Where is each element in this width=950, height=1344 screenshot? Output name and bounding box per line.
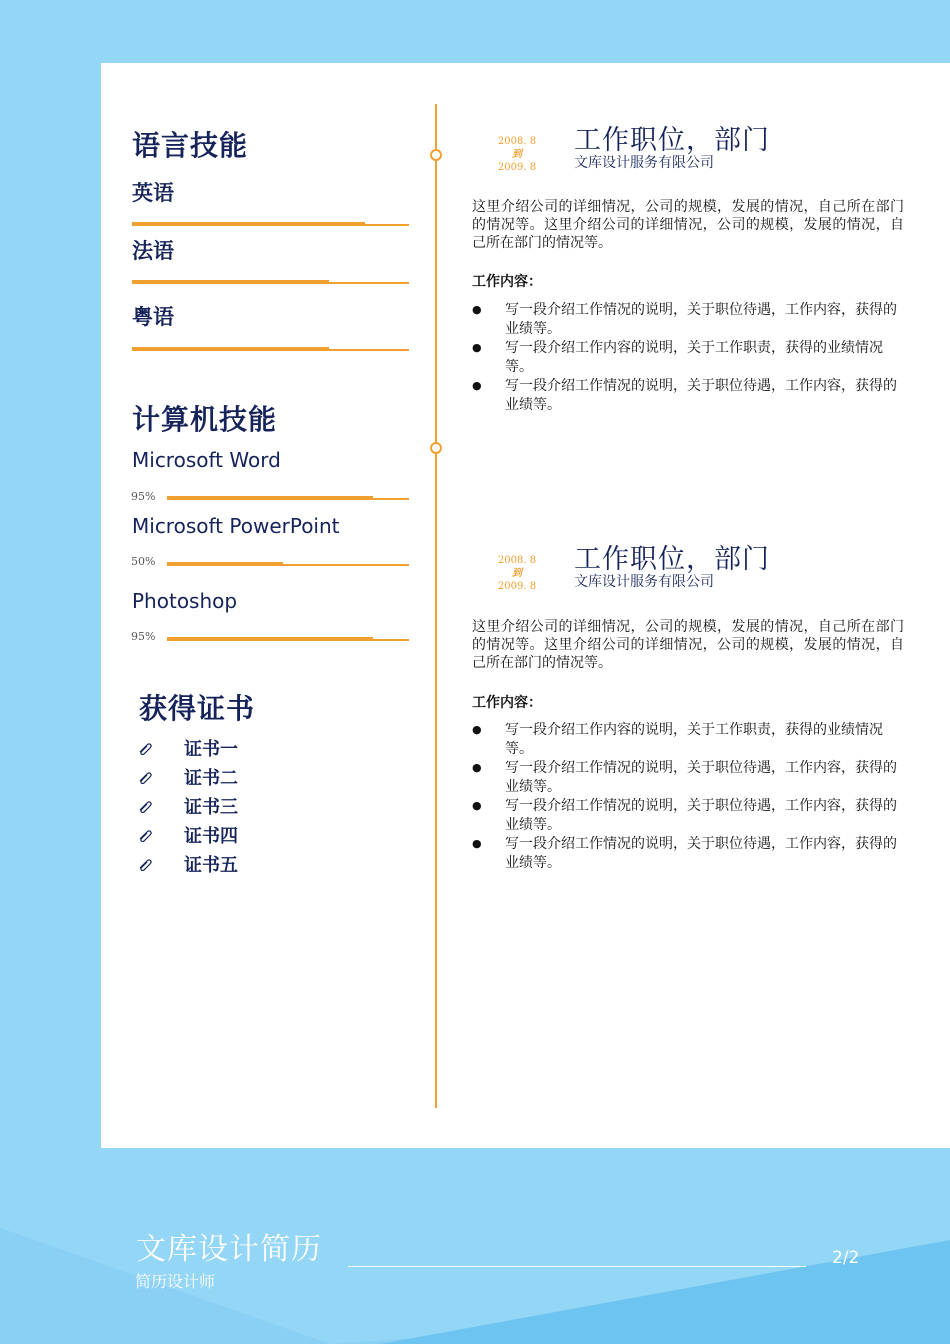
job-description: 这里介绍公司的详细情况，公司的规模，发展的情况，自己所在部门的情况等。这里介绍公司的详细情况，公司的规模，发展的情况，自己所在部门的情况等。 bbox=[472, 619, 904, 671]
skill-bar-fill bbox=[167, 637, 373, 641]
language-skills-title: 语言技能 bbox=[132, 129, 249, 162]
job-title: 工作职位，部门 bbox=[574, 125, 770, 156]
date-from: 2008. 8 bbox=[497, 555, 537, 566]
work-content-list bbox=[472, 301, 906, 415]
certificate-label: 证书四 bbox=[184, 826, 238, 847]
language-bar-fill bbox=[132, 222, 365, 226]
paperclip-icon bbox=[138, 799, 154, 813]
language-bar-fill bbox=[132, 280, 329, 284]
work-content-list bbox=[472, 721, 906, 873]
list-item: ● 写一段介绍工作内容的说明，关于工作职责，获得的业绩情况等。 bbox=[472, 339, 906, 376]
paperclip-icon bbox=[138, 741, 154, 755]
timeline-dot bbox=[430, 149, 442, 161]
date-from: 2008. 8 bbox=[497, 136, 537, 147]
language-name: 法语 bbox=[132, 239, 174, 263]
company-name: 文库设计服务有限公司 bbox=[574, 574, 714, 590]
list-item: ● 写一段介绍工作情况的说明，关于职位待遇，工作内容，获得的业绩等。 bbox=[472, 835, 906, 872]
job-date bbox=[487, 135, 547, 174]
date-to-label: 到 bbox=[512, 149, 522, 160]
footer-subtitle: 简历设计师 bbox=[135, 1272, 216, 1291]
skill-name: Photoshop bbox=[132, 589, 238, 613]
certificate-label: 证书一 bbox=[184, 739, 238, 760]
job-title: 工作职位，部门 bbox=[574, 544, 770, 575]
certificates-title: 获得证书 bbox=[139, 692, 256, 725]
language-bar-fill bbox=[132, 347, 329, 351]
date-to: 2009. 8 bbox=[497, 162, 537, 173]
skill-percent: 95% bbox=[131, 630, 156, 643]
footer-name: 文库设计简历 bbox=[136, 1232, 322, 1267]
list-item: ● 写一段介绍工作情况的说明，关于职位待遇，工作内容，获得的业绩等。 bbox=[472, 301, 906, 338]
paperclip-icon bbox=[138, 770, 154, 784]
job-description: 这里介绍公司的详细情况，公司的规模，发展的情况，自己所在部门的情况等。这里介绍公司的详细情况，公司的规模，发展的情况，自己所在部门的情况等。 bbox=[472, 199, 904, 251]
work-content-heading: 工作内容： bbox=[472, 274, 542, 290]
list-item: ● 写一段介绍工作情况的说明，关于职位待遇，工作内容，获得的业绩等。 bbox=[472, 797, 906, 834]
skill-bar-fill bbox=[167, 562, 283, 566]
skill-name: Microsoft Word bbox=[132, 448, 281, 472]
work-content-heading: 工作内容： bbox=[472, 695, 542, 711]
certificate-item bbox=[138, 823, 238, 847]
skill-percent: 50% bbox=[131, 555, 156, 568]
date-to: 2009. 8 bbox=[497, 581, 537, 592]
date-to-label: 到 bbox=[512, 568, 522, 579]
computer-skills-title: 计算机技能 bbox=[132, 403, 278, 436]
certificate-item bbox=[138, 852, 238, 876]
page-number: 2/2 bbox=[832, 1248, 860, 1268]
skill-percent: 95% bbox=[131, 490, 156, 503]
certificate-label: 证书三 bbox=[184, 797, 238, 818]
skill-name: Microsoft PowerPoint bbox=[132, 514, 340, 538]
certificate-item bbox=[138, 765, 238, 789]
list-item: ● 写一段介绍工作内容的说明，关于工作职责，获得的业绩情况等。 bbox=[472, 721, 906, 758]
timeline-dot bbox=[430, 442, 442, 454]
certificate-label: 证书二 bbox=[184, 768, 238, 789]
skill-bar-fill bbox=[167, 496, 373, 500]
company-name: 文库设计服务有限公司 bbox=[574, 155, 714, 171]
certificate-label: 证书五 bbox=[184, 855, 238, 876]
job-date bbox=[487, 554, 547, 593]
timeline-line bbox=[435, 104, 437, 1108]
certificate-item bbox=[138, 794, 238, 818]
list-item: ● 写一段介绍工作情况的说明，关于职位待遇，工作内容，获得的业绩等。 bbox=[472, 759, 906, 796]
certificate-item bbox=[138, 736, 238, 760]
paperclip-icon bbox=[138, 828, 154, 842]
language-name: 英语 bbox=[132, 181, 174, 205]
language-name: 粤语 bbox=[132, 305, 174, 329]
list-item: ● 写一段介绍工作情况的说明，关于职位待遇，工作内容，获得的业绩等。 bbox=[472, 377, 906, 414]
paperclip-icon bbox=[138, 857, 154, 871]
footer-divider bbox=[348, 1266, 806, 1267]
